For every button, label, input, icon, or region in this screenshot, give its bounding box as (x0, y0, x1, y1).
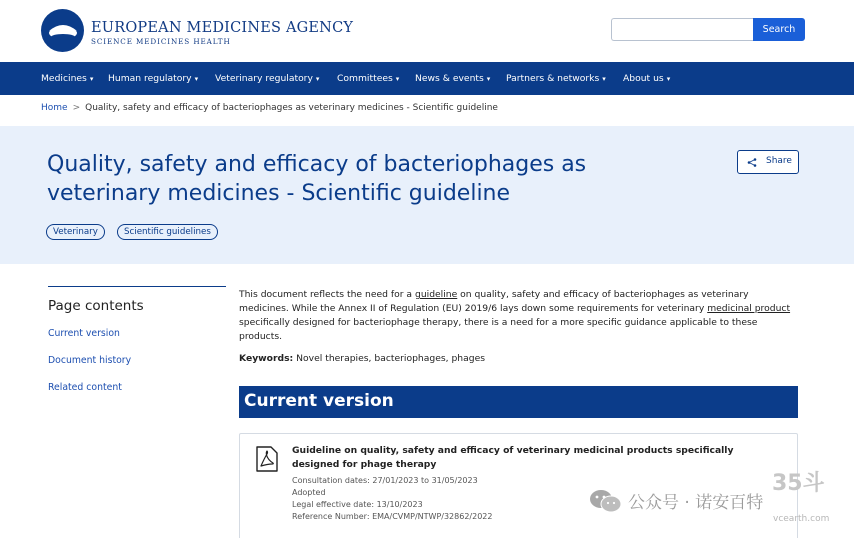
nav-item-veterinary-regulatory[interactable] (215, 62, 319, 95)
sidebar-link-related-content[interactable]: Related content (48, 382, 122, 393)
document-card (239, 433, 798, 538)
keywords (239, 353, 485, 364)
chevron-down-icon: ▾ (666, 75, 671, 83)
nav-item-partners-networks[interactable] (506, 62, 606, 95)
intro-text: on quality, safety and efficacy of bacteriophages as veterinary medicines. While the Annex II of Regulation (EU) 2019/6 lays down some requirements for veterinary (239, 289, 749, 314)
chevron-down-icon: ▾ (486, 75, 491, 83)
watermark-site: vcearth.com (773, 514, 830, 524)
document-effective-date: Legal effective date: 13/10/2023 (292, 500, 423, 509)
chevron-down-icon: ▾ (194, 75, 199, 83)
document-consultation-dates: Consultation dates: 27/01/2023 to 31/05/2023 (292, 476, 478, 485)
nav-item-label: Medicines (41, 73, 87, 84)
share-button[interactable] (737, 150, 799, 174)
search-button[interactable]: Search (753, 18, 805, 41)
breadcrumb (41, 103, 498, 113)
search-input[interactable] (611, 18, 754, 41)
agency-tagline: SCIENCE MEDICINES HEALTH (91, 37, 231, 46)
section-banner (239, 386, 798, 418)
nav-item-label: Veterinary regulatory (215, 73, 313, 84)
nav-item-label: Partners & networks (506, 73, 600, 84)
tag-veterinary[interactable]: Veterinary (46, 224, 105, 240)
pdf-icon[interactable] (256, 446, 278, 472)
share-label: Share (766, 156, 792, 166)
chevron-down-icon: ▾ (395, 75, 400, 83)
intro-paragraph (239, 288, 795, 344)
title-band (0, 126, 854, 264)
glossary-link-guideline[interactable]: guideline (414, 289, 458, 300)
tag-scientific-guidelines[interactable]: Scientific guidelines (117, 224, 218, 240)
nav-item-label: About us (623, 73, 664, 84)
document-title-link[interactable]: Guideline on quality, safety and efficacy of veterinary medicinal products specifically designed for phage therapy (292, 445, 734, 470)
keywords-label: Keywords: (239, 353, 294, 364)
sidebar-divider (48, 286, 226, 287)
watermark-text: 公众号 · 诺安百特 (628, 493, 764, 513)
breadcrumb-current: Quality, safety and efficacy of bacteriophages as veterinary medicines - Scientific guideline (85, 103, 498, 113)
agency-name[interactable]: EUROPEAN MEDICINES AGENCY (91, 20, 354, 36)
sidebar-heading: Page contents (48, 298, 144, 314)
breadcrumb-separator: > (72, 103, 81, 113)
chevron-down-icon: ▾ (89, 75, 94, 83)
main-nav (0, 62, 854, 95)
document-reference-number: Reference Number: EMA/CVMP/NTWP/32862/2022 (292, 512, 493, 521)
wechat-icon (589, 488, 622, 514)
section-title: Current version (244, 391, 394, 411)
keywords-value: Novel therapies, bacteriophages, phages (293, 353, 486, 364)
intro-text: This document reflects the need for a (239, 289, 415, 300)
share-icon (747, 158, 757, 167)
sidebar-link-document-history[interactable]: Document history (48, 355, 132, 366)
nav-item-label: News & events (415, 73, 484, 84)
ema-logo-icon[interactable] (41, 9, 84, 52)
nav-item-medicines[interactable] (41, 62, 93, 95)
chevron-down-icon: ▾ (315, 75, 320, 83)
chevron-down-icon: ▾ (602, 75, 606, 83)
sidebar-link-current-version[interactable]: Current version (48, 328, 120, 339)
nav-item-label: Committees (337, 73, 393, 84)
nav-item-label: Human regulatory (108, 73, 192, 84)
nav-item-about-us[interactable] (623, 62, 670, 95)
document-status: Adopted (292, 488, 326, 497)
page-title: Quality, safety and efficacy of bacteriophages as veterinary medicines - Scientific guideline (47, 152, 587, 206)
nav-item-human-regulatory[interactable] (108, 62, 198, 95)
intro-text: specifically designed for bacteriophage therapy, there is a need for a more specific guidance applicable to these products. (239, 317, 758, 342)
glossary-link-medicinal-product[interactable]: medicinal product (707, 303, 791, 314)
site-header (0, 0, 854, 62)
nav-item-committees[interactable] (337, 62, 399, 95)
watermark-logo: 35斗 (772, 471, 825, 496)
nav-item-news-events[interactable] (415, 62, 490, 95)
breadcrumb-home-link[interactable]: Home (41, 103, 68, 113)
